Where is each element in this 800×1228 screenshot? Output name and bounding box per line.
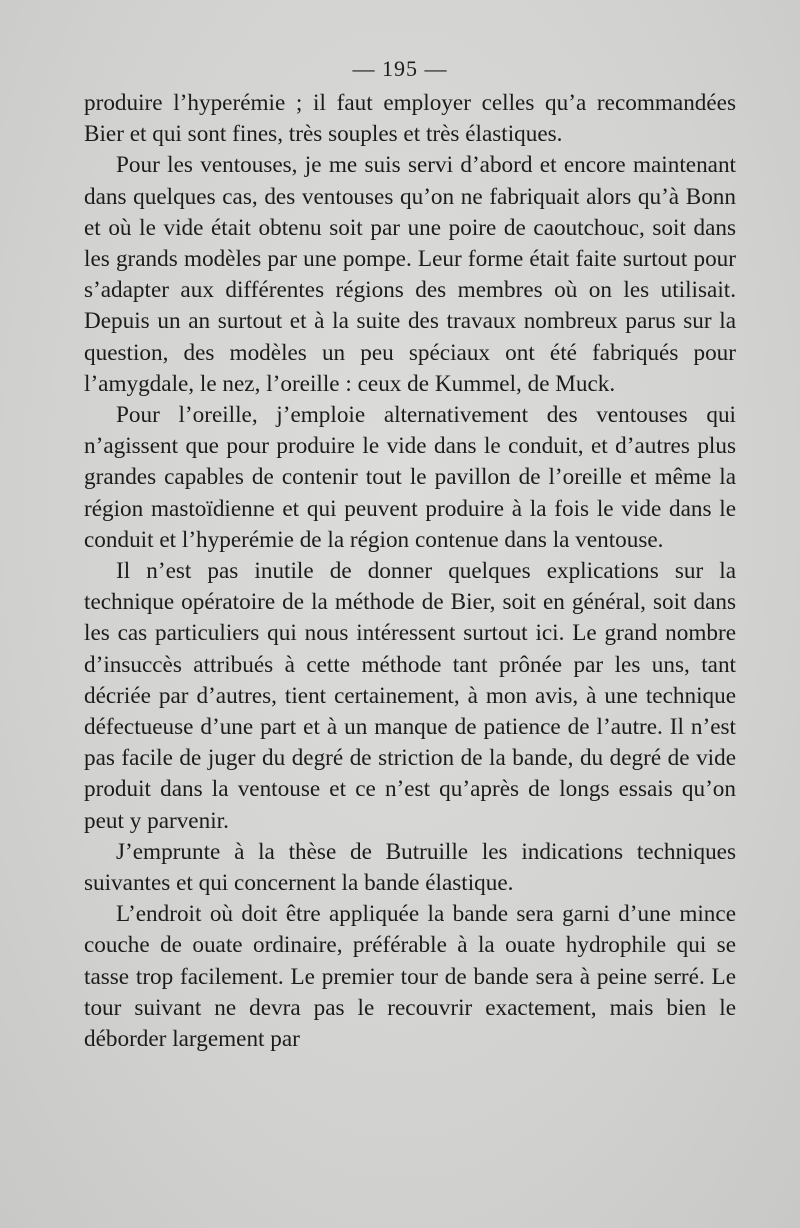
paragraph-bande: L’endroit où doit être appliquée la bande sera garni d’une mince couche de ouate ordinaire, préférable à la ouate hydrophile qui se tasse trop facilement. Le premier tour de bande sera à peine serré. Le tour suivant ne devra pas le recouvrir exactement, mais bien le déborder largement par xyxy=(84,901,736,1053)
paragraph-ventouses: Pour les ventouses, je me suis servi d’abord et encore maintenant dans quelques cas, des ventouses qu’on ne fabriquait alors qu’à Bonn et où le vide était obtenu soit par une poire de caoutchouc, soit dans les grands modèles par une pompe. Leur forme était faite surtout pour s’adapter aux différentes régions des membres où on les utilisait. Depuis un an surtout et à la suite des travaux nombreux parus sur la question, des modèles un peu spéciaux ont été fabriqués pour l’amygdale, le nez, l’oreille : ceux de Kummel, de Muck. xyxy=(84,152,736,397)
body-text xyxy=(84,88,736,1055)
page-number: — 195 — xyxy=(352,56,448,81)
paragraph-oreille: Pour l’oreille, j’emploie alternativement des ventouses qui n’agissent que pour produire le vide dans le conduit, et d’autres plus grandes capables de contenir tout le pavillon de l’oreille et même la région mastoïdienne et qui peuvent produire à la fois le vide dans le conduit et l’hyperémie de la région contenue dans la ventouse. xyxy=(84,402,736,553)
paragraph-butruille: J’emprunte à la thèse de Butruille les indications techniques suivantes et qui concernent la bande élastique. xyxy=(84,838,736,897)
paragraph-technique: Il n’est pas inutile de donner quelques explications sur la technique opératoire de la méthode de Bier, soit en général, soit dans les cas particuliers qui nous intéressent surtout ici. Le grand nombre d’insuccès attribués à cette méthode tant prônée par les uns, tant décriée par d’autres, tient certainement, à mon avis, à une technique défectueuse d’une part et à un manque de patience de l’autre. Il n’est pas facile de juger du degré de striction de la bande, du degré de vide produit dans la ventouse et ce n’est qu’après de longs essais qu’on peut y parvenir. xyxy=(84,558,736,834)
paragraph-hyperemie: produire l’hyperémie ; il faut employer celles qu’a recommandées Bier et qui sont fines, très souples et très élastiques. xyxy=(84,90,736,148)
